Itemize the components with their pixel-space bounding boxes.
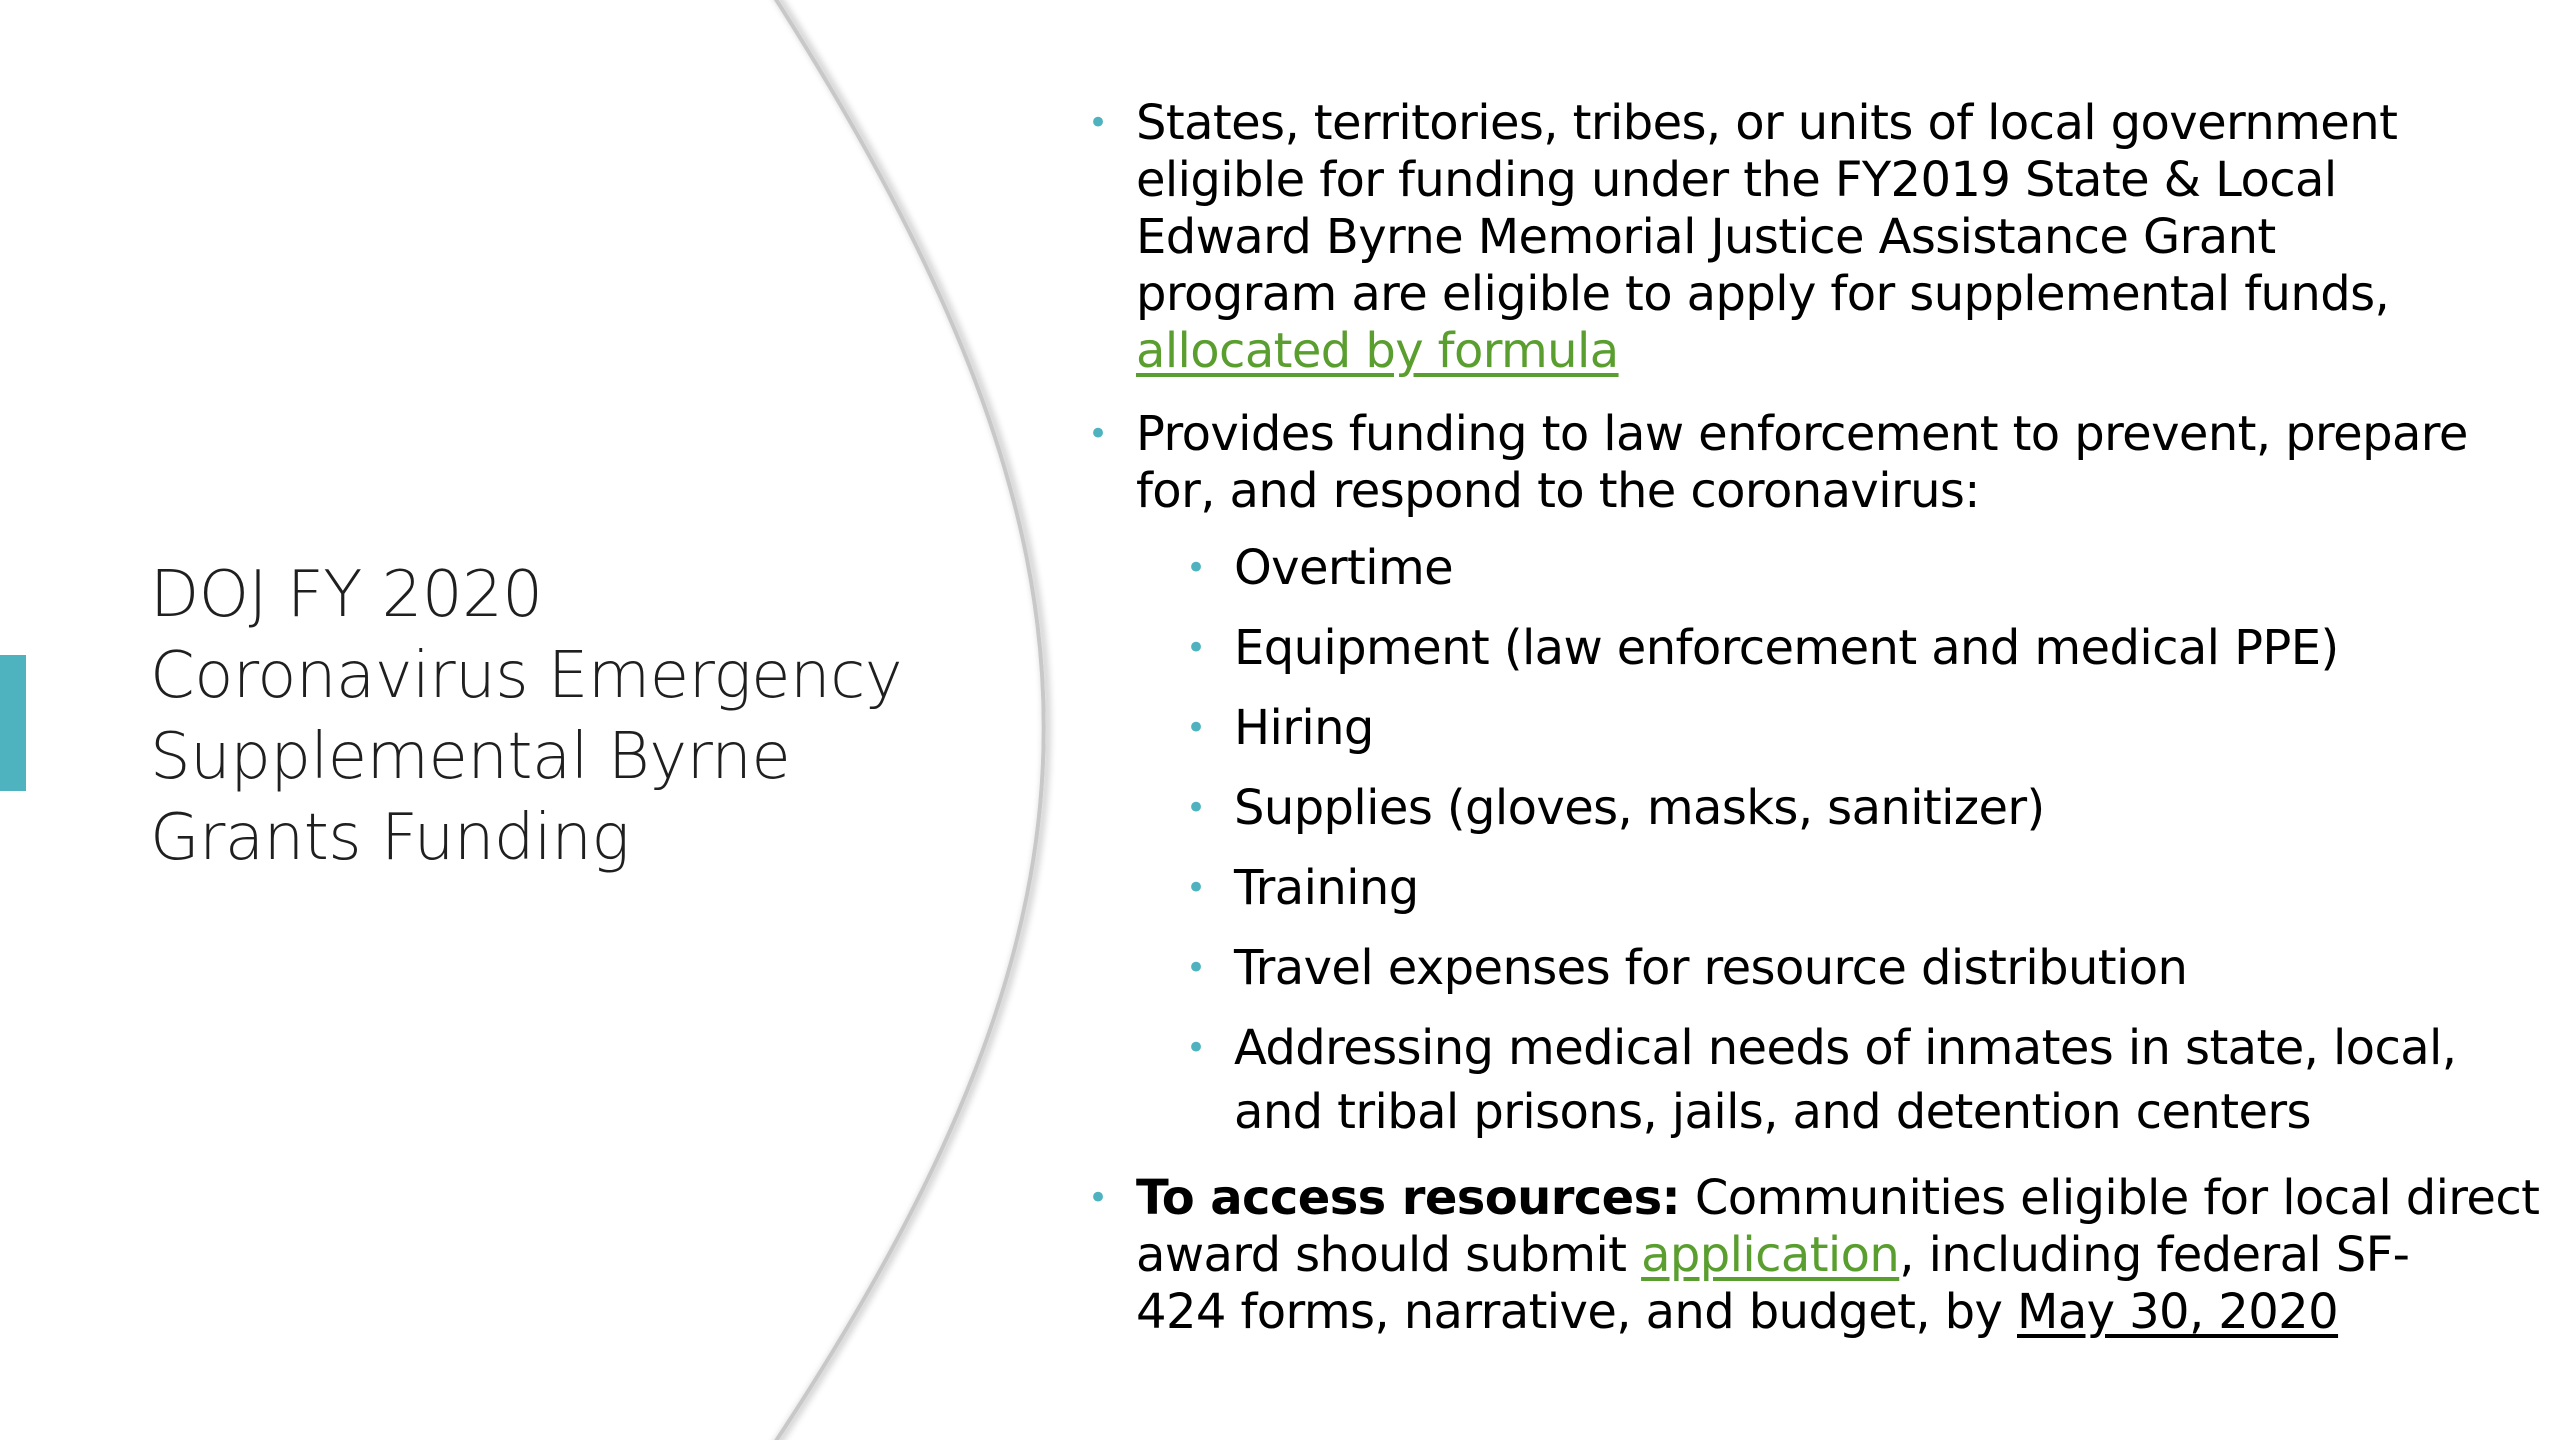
bullet-dot-icon: • [1088,103,1108,143]
list-item: • Overtime [1088,536,2538,600]
list-item: • Training [1088,856,2538,920]
bullet-list [1088,95,2538,1367]
bullet-dot-icon: • [1186,948,1206,988]
bullet-dot-icon: • [1186,628,1206,668]
bullet-dot-icon: • [1186,788,1206,828]
bullet-line: States, territories, tribes, or units of local government [1136,95,2398,151]
deadline-date: May 30, 2020 [2017,1284,2339,1340]
list-item: • Equipment (law enforcement and medical PPE) [1088,616,2538,680]
bullet-eligibility [1088,95,2538,380]
access-resources-label: To access resources: [1136,1170,1681,1226]
bullet-line: for, and respond to the coronavirus: [1136,463,1980,519]
list-item: • Supplies (gloves, masks, sanitizer) [1088,776,2538,840]
list-item: • Addressing medical needs of inmates in state, local, and tribal prisons, jails, and detention centers [1088,1016,2538,1144]
list-item: • Travel expenses for resource distribution [1088,936,2538,1000]
bullet-dot-icon: • [1186,868,1206,908]
bullet-access-resources: • To access resources: Communities eligible for local direct award should submit application, including federal SF- 424 forms, narrative, and budget, by May 30, 2020 [1088,1170,2540,1340]
title-line: Coronavirus Emergency [150,639,903,713]
funding-subitems [1088,536,2538,1144]
bullet-line: eligible for funding under the FY2019 State & Local [1136,152,2337,208]
bullet-dot-icon: • [1088,1178,1108,1218]
slide-title [150,555,950,879]
title-line: DOJ FY 2020 [150,558,543,632]
bullet-line: Provides funding to law enforcement to prevent, prepare [1136,406,2468,462]
accent-bar [0,655,26,791]
bullet-line: Edward Byrne Memorial Justice Assistance Grant [1136,209,2276,265]
bullet-dot-icon: • [1186,708,1206,748]
allocated-by-formula-link[interactable]: allocated by formula [1136,323,1619,379]
bullet-line: program are eligible to apply for supplemental funds, [1136,266,2390,322]
bullet-dot-icon: • [1186,548,1206,588]
title-line: Supplemental Byrne [150,720,791,794]
bullet-funding-purpose [1088,406,2538,520]
application-link[interactable]: application [1641,1227,1900,1283]
title-line: Grants Funding [150,801,630,875]
bullet-dot-icon: • [1088,414,1108,454]
bullet-dot-icon: • [1186,1028,1206,1068]
list-item: • Hiring [1088,696,2538,760]
